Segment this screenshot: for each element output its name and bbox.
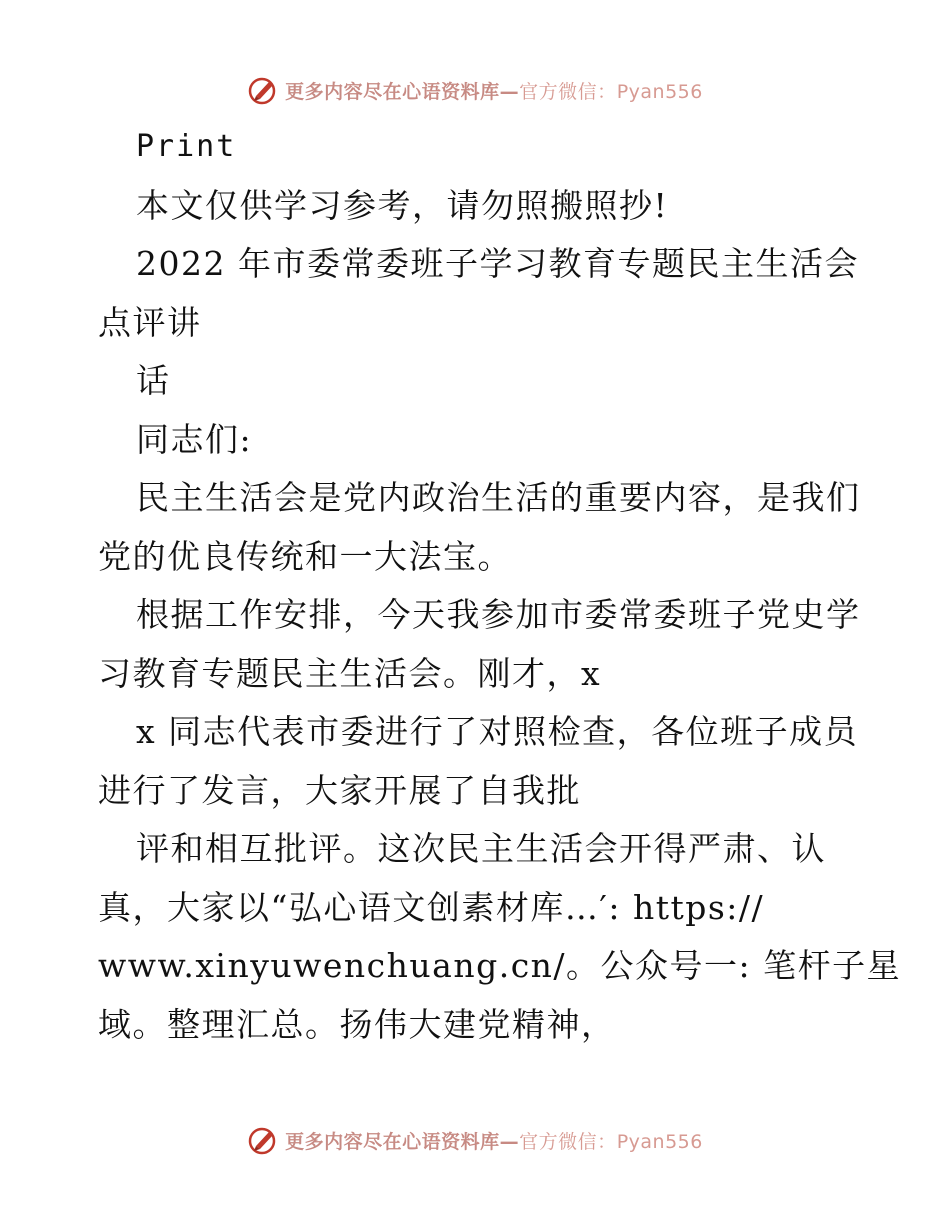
watermark-text: 更多内容尽在心语资料库—官方微信：Pyan556 (285, 1130, 703, 1153)
doc-line: 评和相互批评。这次民主生活会开得严肃、认 (136, 829, 826, 868)
doc-line: 2022 年市委常委班子学习教育专题民主生活会 (136, 244, 859, 283)
doc-line: 进行了发言，大家开展了自我批 (98, 770, 581, 810)
doc-line: 习教育专题民主生活会。刚才，x (98, 653, 602, 693)
footer-watermark (0, 1120, 950, 1160)
doc-line: 本文仅供学习参考，请勿照搬照抄! (136, 185, 669, 225)
doc-line: 话 (136, 361, 171, 400)
doc-line: 同志们: (136, 419, 253, 459)
doc-line: x 同志代表市委进行了对照检查，各位班子成员 (136, 712, 859, 751)
doc-line: 点评讲 (98, 302, 202, 342)
document-body (98, 118, 902, 1054)
pen-logo-icon (247, 74, 279, 106)
doc-line: 真，大家以“弘心语文创素材库…′: https:// (98, 887, 765, 927)
doc-line: www.xinyuwenchuang.cn/。公众号一: 笔杆子星 (98, 946, 902, 985)
doc-line: 民主生活会是党内政治生活的重要内容，是我们 (136, 478, 861, 517)
doc-line: 域。整理汇总。扬伟大建党精神， (98, 1004, 616, 1044)
doc-line: Print (136, 129, 237, 164)
header-watermark (0, 70, 950, 110)
doc-line: 党的优良传统和一大法宝。 (98, 536, 512, 576)
watermark-text: 更多内容尽在心语资料库—官方微信：Pyan556 (285, 80, 703, 103)
doc-line: 根据工作安排，今天我参加市委常委班子党史学 (136, 595, 861, 634)
pen-logo-icon (247, 1124, 279, 1156)
